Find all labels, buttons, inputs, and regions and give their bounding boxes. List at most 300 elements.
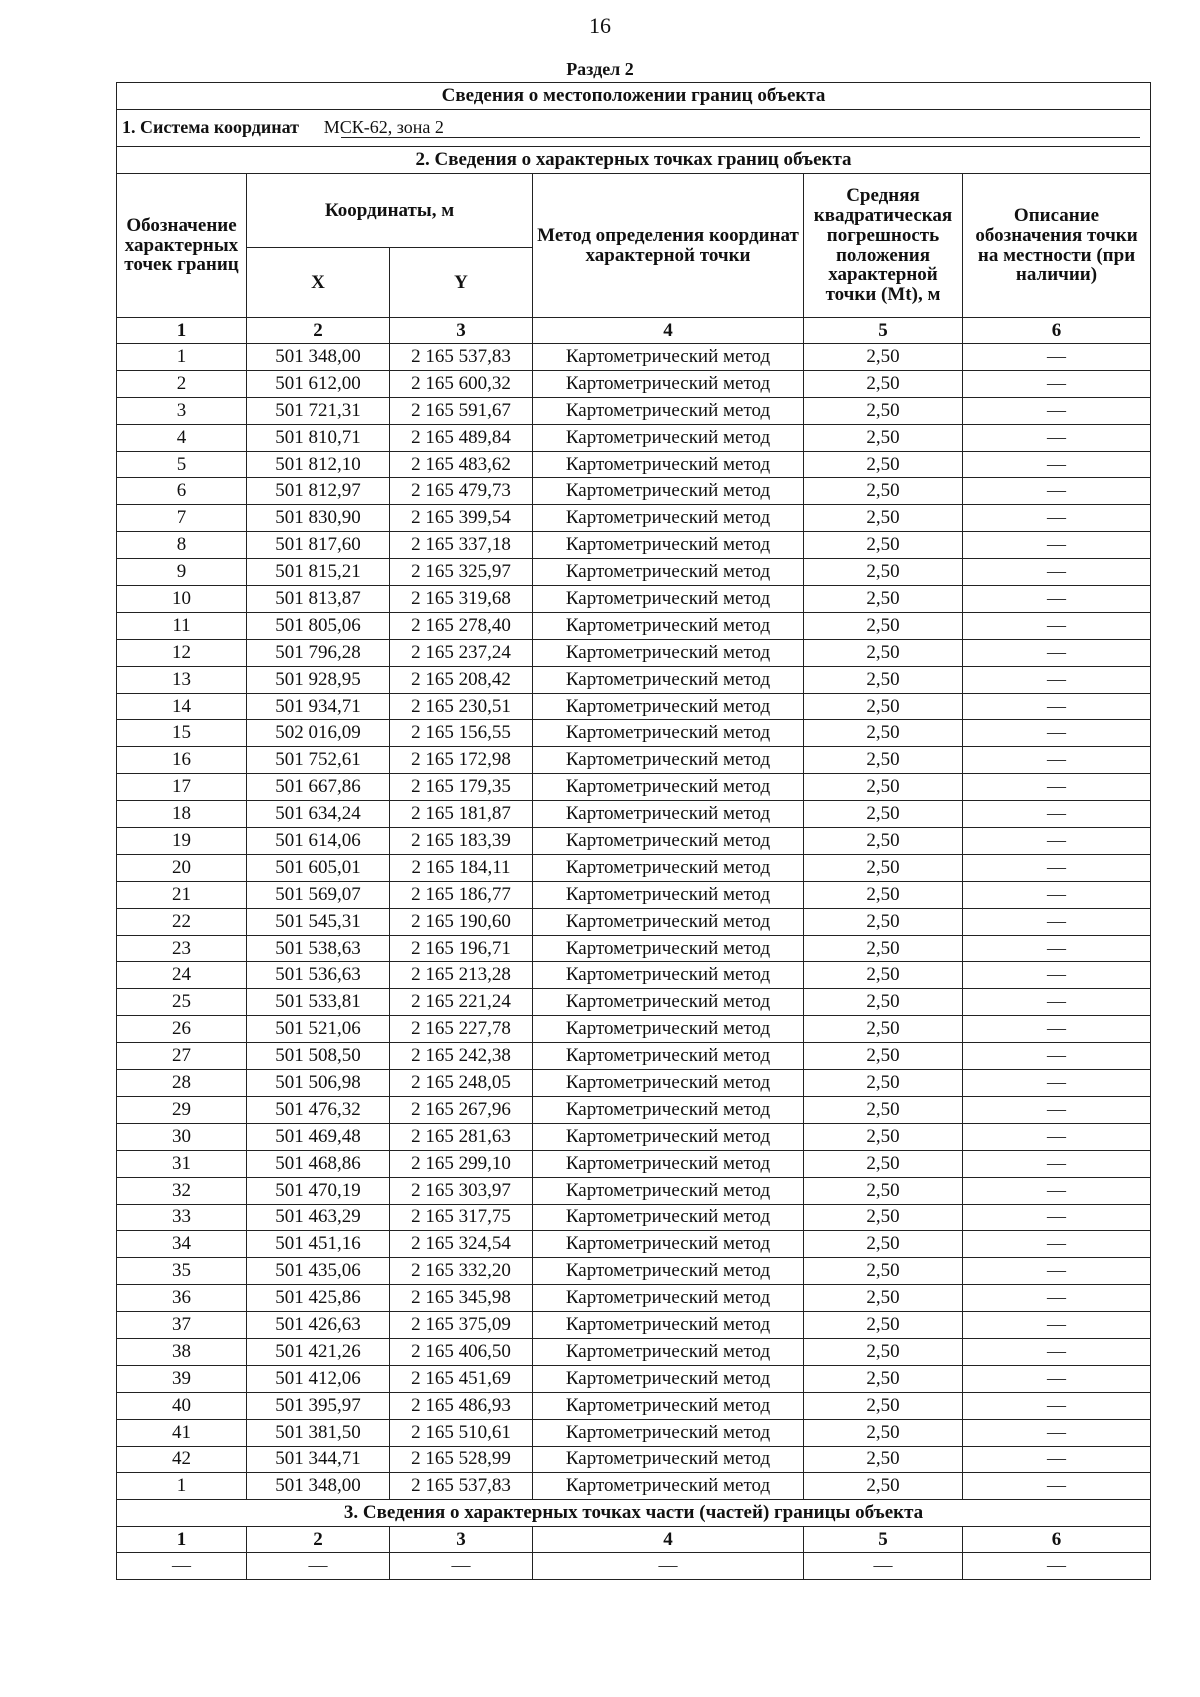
point-y: 2 165 489,84 [390,424,533,451]
point-error: 2,50 [804,344,963,371]
point-x: 501 348,00 [247,1473,390,1500]
column-number: 5 [804,318,963,344]
point-error: 2,50 [804,908,963,935]
point-method: Картометрический метод [533,1096,804,1123]
parts-column-numbers-row [117,1527,1151,1553]
point-method: Картометрический метод [533,801,804,828]
point-method: Картометрический метод [533,1177,804,1204]
point-method: Картометрический метод [533,478,804,505]
point-x: 501 421,26 [247,1338,390,1365]
parts-row [117,1553,1151,1580]
table-row [117,612,1151,639]
column-number: 4 [533,318,804,344]
point-description: — [963,1016,1151,1043]
point-method: Картометрический метод [533,881,804,908]
point-y: 2 165 399,54 [390,505,533,532]
point-x: 501 934,71 [247,693,390,720]
point-description: — [963,774,1151,801]
point-method: Картометрический метод [533,1231,804,1258]
point-y: 2 165 281,63 [390,1123,533,1150]
table-row [117,854,1151,881]
point-number: 8 [117,532,247,559]
point-description: — [963,1204,1151,1231]
point-error: 2,50 [804,1231,963,1258]
point-number: 34 [117,1231,247,1258]
point-description: — [963,1338,1151,1365]
point-method: Картометрический метод [533,1473,804,1500]
point-number: 12 [117,639,247,666]
point-error: 2,50 [804,854,963,881]
point-y: 2 165 181,87 [390,801,533,828]
table-row [117,1338,1151,1365]
point-method: Картометрический метод [533,1204,804,1231]
header-description: Описание обозначения точки на местности (при наличии) [963,174,1151,318]
point-description: — [963,1365,1151,1392]
point-method: Картометрический метод [533,1446,804,1473]
point-x: 501 830,90 [247,505,390,532]
point-y: 2 165 486,93 [390,1392,533,1419]
point-description: — [963,881,1151,908]
point-error: 2,50 [804,693,963,720]
point-y: 2 165 172,98 [390,747,533,774]
point-number: 14 [117,693,247,720]
point-method: Картометрический метод [533,828,804,855]
point-method: Картометрический метод [533,397,804,424]
point-method: Картометрический метод [533,1043,804,1070]
point-method: Картометрический метод [533,1419,804,1446]
point-y: 2 165 278,40 [390,612,533,639]
column-number: 4 [533,1527,804,1553]
column-number: 1 [117,1527,247,1553]
point-x: 501 928,95 [247,666,390,693]
point-number: 9 [117,559,247,586]
point-description: — [963,370,1151,397]
point-method: Картометрический метод [533,720,804,747]
points-title: 2. Сведения о характерных точках границ объекта [117,147,1151,174]
point-description: — [963,505,1151,532]
point-y: 2 165 324,54 [390,1231,533,1258]
point-description: — [963,1096,1151,1123]
coord-system-label: 1. Система координат [122,117,299,138]
point-error: 2,50 [804,397,963,424]
point-error: 2,50 [804,1150,963,1177]
point-number: 15 [117,720,247,747]
table-row [117,1231,1151,1258]
header-method: Метод определения координат характерной точки [533,174,804,318]
table-row [117,451,1151,478]
table-row [117,478,1151,505]
point-y: 2 165 345,98 [390,1285,533,1312]
point-error: 2,50 [804,1123,963,1150]
point-method: Картометрический метод [533,505,804,532]
point-description: — [963,397,1151,424]
table-row [117,693,1151,720]
parts-title: 3. Сведения о характерных точках части (частей) границы объекта [117,1500,1151,1527]
point-error: 2,50 [804,1312,963,1339]
table-row [117,639,1151,666]
point-number: 25 [117,989,247,1016]
point-number: 6 [117,478,247,505]
point-x: 501 451,16 [247,1231,390,1258]
point-y: 2 165 248,05 [390,1070,533,1097]
point-error: 2,50 [804,1096,963,1123]
point-error: 2,50 [804,639,963,666]
point-number: 21 [117,881,247,908]
point-number: 33 [117,1204,247,1231]
column-number: 3 [390,318,533,344]
point-error: 2,50 [804,1392,963,1419]
point-x: 501 395,97 [247,1392,390,1419]
page-number: 16 [589,13,611,38]
column-number: 3 [390,1527,533,1553]
point-number: 35 [117,1258,247,1285]
point-method: Картометрический метод [533,1070,804,1097]
table-row [117,962,1151,989]
point-number: 38 [117,1338,247,1365]
point-y: 2 165 186,77 [390,881,533,908]
point-error: 2,50 [804,747,963,774]
point-y: 2 165 600,32 [390,370,533,397]
column-number: 6 [963,1527,1151,1553]
point-error: 2,50 [804,1258,963,1285]
table-row [117,1096,1151,1123]
point-y: 2 165 325,97 [390,559,533,586]
point-x: 501 812,10 [247,451,390,478]
boundary-table [116,82,1151,1580]
table-row [117,1177,1151,1204]
point-y: 2 165 319,68 [390,586,533,613]
point-description: — [963,451,1151,478]
point-x: 501 752,61 [247,747,390,774]
point-number: 27 [117,1043,247,1070]
coord-underline [341,137,1140,138]
point-method: Картометрический метод [533,854,804,881]
table-row [117,774,1151,801]
column-number: 2 [247,1527,390,1553]
table-row [117,532,1151,559]
point-number: 31 [117,1150,247,1177]
table-row [117,1070,1151,1097]
point-y: 2 165 190,60 [390,908,533,935]
point-description: — [963,962,1151,989]
point-error: 2,50 [804,881,963,908]
point-method: Картометрический метод [533,1312,804,1339]
table-row [117,1312,1151,1339]
point-y: 2 165 299,10 [390,1150,533,1177]
point-x: 501 815,21 [247,559,390,586]
point-error: 2,50 [804,666,963,693]
point-error: 2,50 [804,478,963,505]
point-error: 2,50 [804,1446,963,1473]
point-x: 501 425,86 [247,1285,390,1312]
table-row [117,1446,1151,1473]
point-description: — [963,612,1151,639]
header-x: X [247,248,390,318]
point-x: 501 469,48 [247,1123,390,1150]
table-row [117,1285,1151,1312]
point-x: 501 667,86 [247,774,390,801]
column-number: 2 [247,318,390,344]
point-description: — [963,747,1151,774]
point-y: 2 165 337,18 [390,532,533,559]
table-row [117,1392,1151,1419]
point-number: 3 [117,397,247,424]
point-y: 2 165 183,39 [390,828,533,855]
point-error: 2,50 [804,586,963,613]
point-error: 2,50 [804,1473,963,1500]
parts-cell: — [963,1553,1151,1580]
table-row [117,908,1151,935]
table-row [117,424,1151,451]
table-row [117,397,1151,424]
point-description: — [963,1123,1151,1150]
point-error: 2,50 [804,1204,963,1231]
parts-cell: — [804,1553,963,1580]
point-description: — [963,1446,1151,1473]
point-error: 2,50 [804,989,963,1016]
point-description: — [963,639,1151,666]
parts-cell: — [533,1553,804,1580]
point-description: — [963,935,1151,962]
point-x: 501 533,81 [247,989,390,1016]
table-row [117,747,1151,774]
point-method: Картометрический метод [533,1258,804,1285]
point-x: 501 605,01 [247,854,390,881]
point-description: — [963,693,1151,720]
table-row [117,666,1151,693]
point-x: 501 463,29 [247,1204,390,1231]
table-row [117,1473,1151,1500]
point-y: 2 165 196,71 [390,935,533,962]
point-error: 2,50 [804,1365,963,1392]
point-y: 2 165 479,73 [390,478,533,505]
column-number: 5 [804,1527,963,1553]
point-x: 501 817,60 [247,532,390,559]
point-error: 2,50 [804,532,963,559]
table-row [117,801,1151,828]
point-method: Картометрический метод [533,962,804,989]
point-description: — [963,344,1151,371]
point-method: Картометрический метод [533,1285,804,1312]
point-x: 501 805,06 [247,612,390,639]
point-error: 2,50 [804,935,963,962]
point-error: 2,50 [804,962,963,989]
point-number: 20 [117,854,247,881]
point-method: Картометрический метод [533,559,804,586]
point-number: 23 [117,935,247,962]
point-error: 2,50 [804,1285,963,1312]
point-method: Картометрический метод [533,424,804,451]
point-method: Картометрический метод [533,1392,804,1419]
point-error: 2,50 [804,828,963,855]
table-row [117,989,1151,1016]
point-error: 2,50 [804,801,963,828]
point-error: 2,50 [804,505,963,532]
point-description: — [963,1231,1151,1258]
point-x: 501 810,71 [247,424,390,451]
point-x: 501 412,06 [247,1365,390,1392]
point-number: 13 [117,666,247,693]
point-x: 501 545,31 [247,908,390,935]
point-number: 37 [117,1312,247,1339]
point-x: 501 521,06 [247,1016,390,1043]
point-y: 2 165 237,24 [390,639,533,666]
point-number: 40 [117,1392,247,1419]
point-x: 501 348,00 [247,344,390,371]
point-number: 1 [117,1473,247,1500]
point-number: 16 [117,747,247,774]
point-method: Картометрический метод [533,344,804,371]
point-y: 2 165 332,20 [390,1258,533,1285]
point-error: 2,50 [804,1070,963,1097]
point-number: 39 [117,1365,247,1392]
table-row [117,1123,1151,1150]
point-y: 2 165 213,28 [390,962,533,989]
table-row [117,1043,1151,1070]
point-y: 2 165 208,42 [390,666,533,693]
point-method: Картометрический метод [533,612,804,639]
table-row [117,1204,1151,1231]
point-error: 2,50 [804,612,963,639]
point-description: — [963,559,1151,586]
point-number: 32 [117,1177,247,1204]
point-description: — [963,1177,1151,1204]
point-x: 501 721,31 [247,397,390,424]
point-method: Картометрический метод [533,1365,804,1392]
point-method: Картометрический метод [533,774,804,801]
point-method: Картометрический метод [533,1150,804,1177]
point-y: 2 165 591,67 [390,397,533,424]
parts-cell: — [117,1553,247,1580]
point-method: Картометрический метод [533,1338,804,1365]
point-x: 501 426,63 [247,1312,390,1339]
table-row [117,881,1151,908]
point-number: 29 [117,1096,247,1123]
point-number: 11 [117,612,247,639]
point-y: 2 165 242,38 [390,1043,533,1070]
point-y: 2 165 537,83 [390,344,533,371]
point-x: 501 813,87 [247,586,390,613]
table-row [117,1150,1151,1177]
table-row [117,828,1151,855]
point-error: 2,50 [804,774,963,801]
point-error: 2,50 [804,370,963,397]
point-description: — [963,1043,1151,1070]
point-method: Картометрический метод [533,451,804,478]
point-x: 501 506,98 [247,1070,390,1097]
point-y: 2 165 221,24 [390,989,533,1016]
point-method: Картометрический метод [533,666,804,693]
point-y: 2 165 179,35 [390,774,533,801]
point-description: — [963,908,1151,935]
point-x: 501 476,32 [247,1096,390,1123]
point-description: — [963,478,1151,505]
point-description: — [963,1312,1151,1339]
point-error: 2,50 [804,1419,963,1446]
point-x: 501 812,97 [247,478,390,505]
point-description: — [963,1419,1151,1446]
point-y: 2 165 406,50 [390,1338,533,1365]
point-description: — [963,1150,1151,1177]
point-error: 2,50 [804,1338,963,1365]
table-row [117,720,1151,747]
point-y: 2 165 528,99 [390,1446,533,1473]
point-number: 1 [117,344,247,371]
point-x: 501 612,00 [247,370,390,397]
point-number: 4 [117,424,247,451]
table-row [117,586,1151,613]
point-x: 501 538,63 [247,935,390,962]
point-description: — [963,828,1151,855]
point-method: Картометрический метод [533,532,804,559]
point-y: 2 165 317,75 [390,1204,533,1231]
point-y: 2 165 451,69 [390,1365,533,1392]
point-number: 28 [117,1070,247,1097]
table-row [117,505,1151,532]
point-description: — [963,1285,1151,1312]
point-x: 501 634,24 [247,801,390,828]
point-y: 2 165 483,62 [390,451,533,478]
point-method: Картометрический метод [533,1016,804,1043]
column-number: 1 [117,318,247,344]
header-y: Y [390,248,533,318]
parts-cell: — [390,1553,533,1580]
point-method: Картометрический метод [533,693,804,720]
point-error: 2,50 [804,451,963,478]
table-row [117,344,1151,371]
point-y: 2 165 230,51 [390,693,533,720]
point-error: 2,50 [804,1043,963,1070]
point-error: 2,50 [804,559,963,586]
point-y: 2 165 537,83 [390,1473,533,1500]
point-number: 17 [117,774,247,801]
point-y: 2 165 156,55 [390,720,533,747]
point-x: 501 536,63 [247,962,390,989]
point-x: 501 381,50 [247,1419,390,1446]
point-description: — [963,989,1151,1016]
point-description: — [963,532,1151,559]
point-number: 24 [117,962,247,989]
point-x: 501 344,71 [247,1446,390,1473]
block-title: Сведения о местоположении границ объекта [117,83,1151,110]
point-x: 501 435,06 [247,1258,390,1285]
table-row [117,1419,1151,1446]
point-description: — [963,1258,1151,1285]
point-number: 5 [117,451,247,478]
point-description: — [963,666,1151,693]
point-number: 22 [117,908,247,935]
point-number: 7 [117,505,247,532]
point-y: 2 165 267,96 [390,1096,533,1123]
point-x: 501 796,28 [247,639,390,666]
point-description: — [963,1473,1151,1500]
point-error: 2,50 [804,1016,963,1043]
point-method: Картометрический метод [533,370,804,397]
point-x: 501 468,86 [247,1150,390,1177]
point-number: 41 [117,1419,247,1446]
point-description: — [963,1392,1151,1419]
parts-cell: — [247,1553,390,1580]
table-row [117,559,1151,586]
point-method: Картометрический метод [533,747,804,774]
point-method: Картометрический метод [533,989,804,1016]
point-number: 30 [117,1123,247,1150]
table-row [117,370,1151,397]
point-method: Картометрический метод [533,908,804,935]
point-number: 2 [117,370,247,397]
point-error: 2,50 [804,1177,963,1204]
point-method: Картометрический метод [533,935,804,962]
